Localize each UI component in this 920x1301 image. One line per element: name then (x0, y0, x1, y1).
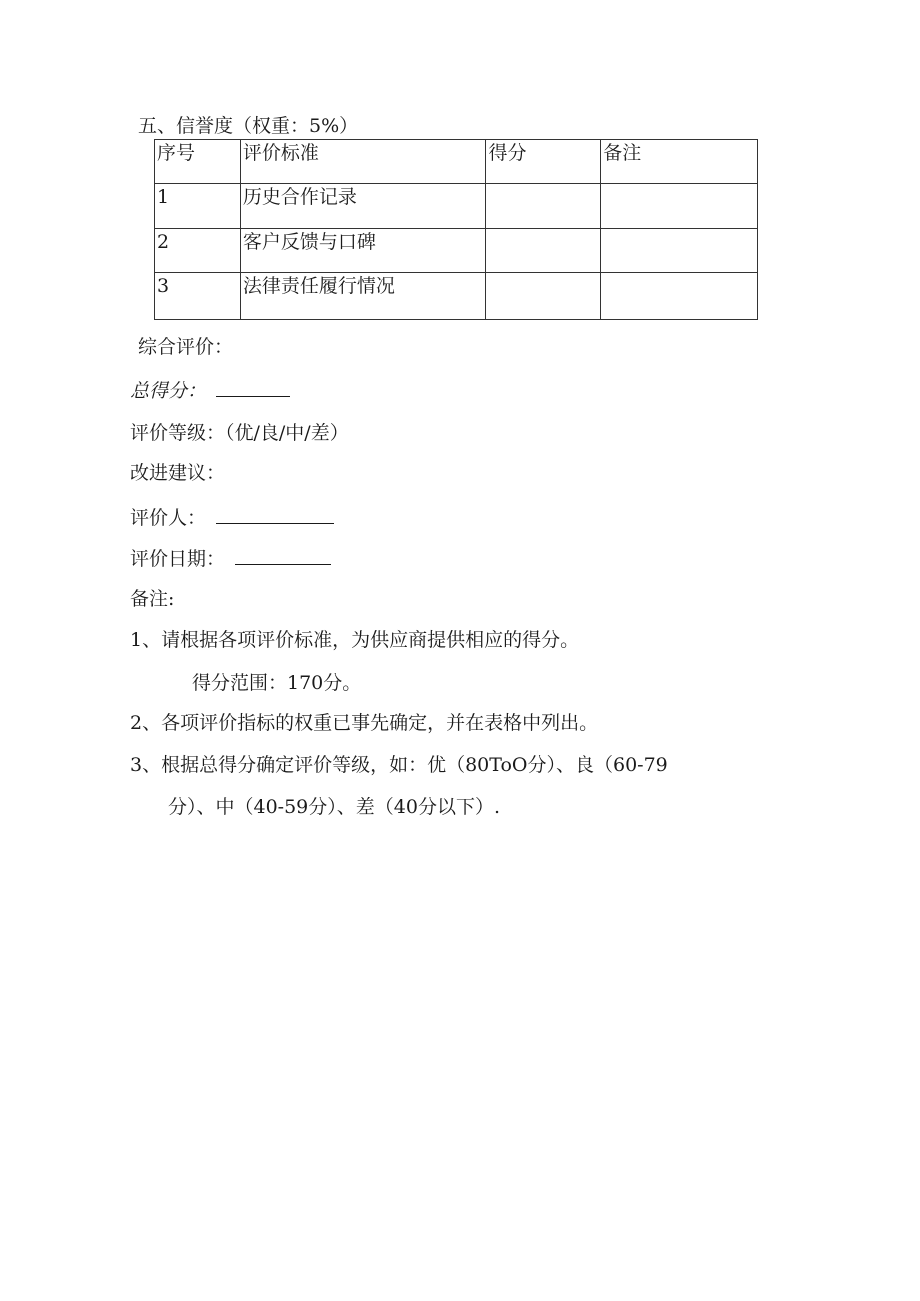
notes-title: 备注: (130, 588, 175, 610)
section-title: 五、信誉度（权重：5%） (138, 115, 359, 137)
header-criterion: 评价标准 (240, 140, 486, 184)
evaluation-date-label: 评价日期： (130, 548, 226, 570)
evaluator-row (130, 505, 334, 530)
improvement-label: 改进建议： (130, 462, 226, 484)
cell-score[interactable] (486, 229, 601, 273)
cell-no: 3 (155, 273, 241, 320)
table-header-row (155, 140, 758, 184)
cell-score[interactable] (486, 184, 601, 229)
note-2: 2、各项评价指标的权重已事先确定，并在表格中列出。 (130, 712, 599, 734)
total-score-row (130, 378, 290, 403)
note-1: 1、请根据各项评价标准，为供应商提供相应的得分。 (130, 629, 580, 651)
table-row (155, 184, 758, 229)
total-score-label: 总得分： (130, 380, 207, 402)
credit-evaluation-table (154, 139, 758, 320)
evaluation-date-row (130, 546, 331, 571)
header-no: 序号 (155, 140, 241, 184)
cell-remark[interactable] (601, 229, 758, 273)
table-row (155, 273, 758, 320)
cell-criterion: 法律责任履行情况 (240, 273, 486, 320)
cell-remark[interactable] (601, 273, 758, 320)
cell-criterion: 历史合作记录 (240, 184, 486, 229)
evaluation-date-blank[interactable] (235, 546, 331, 565)
total-score-blank[interactable] (216, 378, 290, 397)
cell-no: 2 (155, 229, 241, 273)
overall-evaluation-label: 综合评价： (138, 336, 234, 358)
note-3-line-2: 分）、中（40-59分）、差（40分以下）. (168, 796, 500, 818)
cell-score[interactable] (486, 273, 601, 320)
header-score: 得分 (486, 140, 601, 184)
note-3-line-1: 3、根据总得分确定评价等级，如：优（80ToO分）、良（60-79 (130, 754, 668, 776)
grade-label: 评价等级：（优/良/中/差） (130, 422, 349, 444)
table-row (155, 229, 758, 273)
cell-remark[interactable] (601, 184, 758, 229)
evaluator-label: 评价人： (130, 507, 207, 529)
cell-no: 1 (155, 184, 241, 229)
cell-criterion: 客户反馈与口碑 (240, 229, 486, 273)
evaluator-blank[interactable] (216, 505, 334, 524)
header-remark: 备注 (601, 140, 758, 184)
note-1-score-range: 得分范围：170分。 (192, 672, 362, 694)
